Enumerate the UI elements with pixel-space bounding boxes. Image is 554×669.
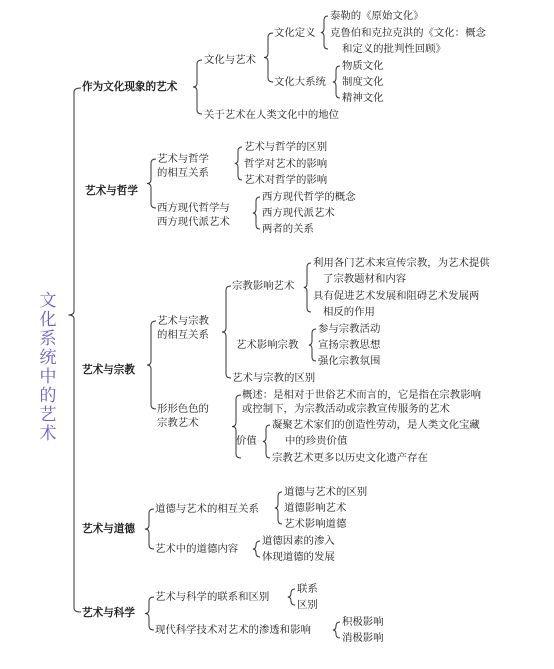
leaf-label: 宣扬宗教思想 bbox=[318, 339, 381, 351]
branch-label: 形形色色的 宗教艺术 bbox=[157, 403, 209, 429]
leaf-label: 宗教艺术更多以历史文化遗产存在 bbox=[272, 452, 428, 464]
bracket bbox=[235, 147, 242, 180]
bracket bbox=[147, 159, 156, 208]
leaf-label: 艺术与哲学的区别 bbox=[244, 141, 328, 153]
leaf-label: 精神文化 bbox=[342, 92, 384, 104]
leaf-label: 强化宗教氛围 bbox=[318, 355, 381, 367]
leaf-label: 中的珍贵价值 bbox=[285, 435, 348, 447]
leaf-label: 相反的作用 bbox=[323, 306, 375, 318]
branch-label: 艺术与宗教的区别 bbox=[232, 372, 316, 384]
bracket bbox=[264, 33, 273, 82]
branch-label: 艺术与科学的联系和区别 bbox=[155, 591, 270, 603]
bracket bbox=[145, 597, 154, 630]
bracket bbox=[333, 622, 340, 638]
bracket bbox=[193, 60, 202, 114]
leaf-label: 积极影响 bbox=[342, 616, 384, 628]
bracket bbox=[333, 66, 340, 98]
leaf-label: 联系 bbox=[297, 583, 318, 595]
bracket bbox=[309, 329, 316, 361]
leaf-label: 两者的关系 bbox=[262, 223, 314, 235]
leaf-label: 道德因素的渗入 bbox=[262, 535, 335, 547]
leaf-label: 体现道德的发展 bbox=[262, 551, 335, 563]
branch-label: 文化大系统 bbox=[274, 76, 326, 88]
bracket bbox=[288, 589, 295, 605]
leaf-label: 物质文化 bbox=[342, 60, 384, 72]
bracket bbox=[147, 321, 156, 409]
branch-label: 西方现代哲学与 西方现代派艺术 bbox=[157, 202, 230, 228]
bracket bbox=[253, 197, 260, 229]
leaf-label: 艺术对哲学的影响 bbox=[244, 174, 328, 186]
branch-label: 艺术与宗教 的相互关系 bbox=[157, 315, 209, 341]
leaf-label: 了宗教题材和内容 bbox=[323, 273, 407, 285]
bracket bbox=[263, 425, 270, 458]
branch-label: 现代科学技术对艺术的渗透和影响 bbox=[155, 624, 311, 636]
branch-label: 价值 bbox=[236, 435, 257, 447]
bracket bbox=[275, 492, 282, 524]
leaf-label: 泰勒的《原始文化》 bbox=[330, 10, 424, 22]
leaf-label: 道德与艺术的区别 bbox=[284, 486, 368, 498]
leaf-label: 艺术影响道德 bbox=[284, 518, 347, 530]
leaf-label: 区别 bbox=[297, 599, 318, 611]
branch-label: 关于艺术在人类文化中的地位 bbox=[204, 109, 340, 121]
leaf-label: 凝聚艺术家们的创造性劳动，是人类文化宝藏 bbox=[272, 419, 480, 431]
leaf-label: 哲学对艺术的影响 bbox=[244, 158, 328, 170]
bracket bbox=[321, 16, 328, 49]
leaf-label: 概述：是相对于世俗艺术而言的，它是指在宗教影响 或控制下，为宗教活动或宗教宣传服务的艺术 bbox=[242, 389, 481, 415]
leaf-label: 西方现代派艺术 bbox=[262, 207, 335, 219]
bracket bbox=[222, 286, 231, 378]
root-topic: 文化系统中的艺术 bbox=[39, 291, 57, 444]
leaf-label: 具有促进艺术发展和阻碍艺术发展两 bbox=[313, 290, 480, 302]
bracket bbox=[304, 263, 311, 312]
leaf-label: 利用各门艺术来宣传宗教，为艺术提供 bbox=[313, 257, 490, 269]
branch-label: 文化与艺术 bbox=[204, 54, 256, 66]
leaf-label: 消极影响 bbox=[342, 632, 384, 644]
bracket bbox=[253, 541, 260, 557]
section-title: 作为文化现象的艺术 bbox=[82, 81, 178, 93]
leaf-label: 参与宗教活动 bbox=[318, 323, 381, 335]
leaf-label: 和定义的批判性回顾》 bbox=[342, 43, 446, 55]
branch-label: 文化定义 bbox=[274, 27, 316, 39]
branch-label: 宗教影响艺术 bbox=[232, 280, 295, 292]
section-title: 艺术与科学 bbox=[82, 607, 135, 619]
branch-label: 艺术中的道德内容 bbox=[155, 543, 239, 555]
branch-label: 艺术与哲学 的相互关系 bbox=[157, 153, 209, 179]
branch-label: 道德与艺术的相互关系 bbox=[155, 503, 259, 515]
bracket bbox=[68, 88, 81, 612]
bracket bbox=[232, 395, 241, 458]
leaf-label: 西方现代哲学的概念 bbox=[262, 191, 356, 203]
leaf-label: 道德影响艺术 bbox=[284, 502, 347, 514]
leaf-label: 制度文化 bbox=[342, 76, 384, 88]
section-title: 艺术与道德 bbox=[82, 523, 135, 535]
branch-label: 艺术影响宗教 bbox=[236, 339, 299, 351]
leaf-label: 克鲁伯和克拉克洪的《文化：概念 bbox=[330, 27, 486, 39]
section-title: 艺术与宗教 bbox=[82, 364, 135, 376]
section-title: 艺术与哲学 bbox=[85, 185, 138, 197]
bracket bbox=[145, 509, 154, 549]
